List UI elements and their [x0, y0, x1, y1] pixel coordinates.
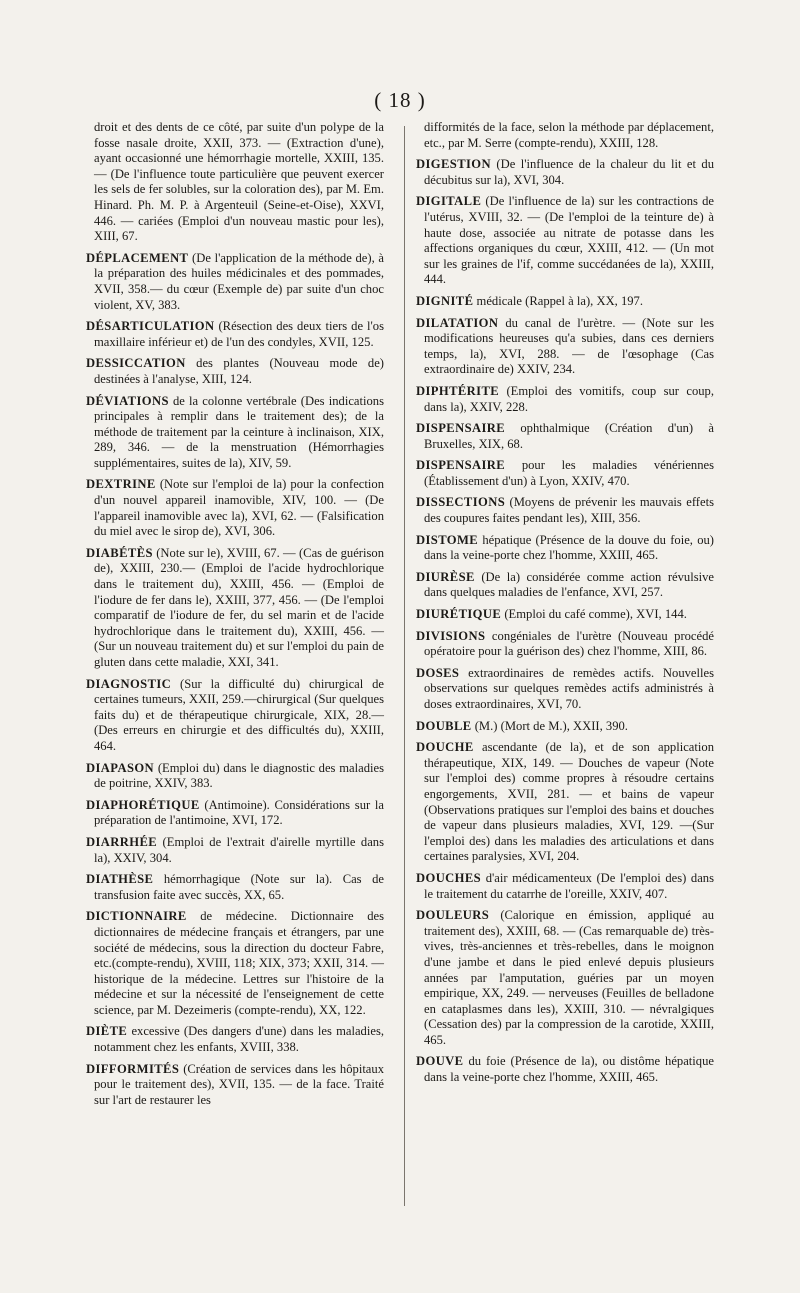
index-entry — [86, 909, 384, 1018]
entry-headword: DOSES — [416, 665, 460, 680]
entry-text: congéniales de l'urètre (Nouveau procédé opératoire pour la guérison des) chez l'homme, XIII, 86. — [424, 628, 714, 659]
entry-text: (De l'influence de la chaleur du lit et du décubitus sur la), XVI, 304. — [424, 157, 714, 187]
entry-text: pour les maladies vénériennes (Établissement d'un) à Lyon, XXIV, 470. — [424, 458, 714, 488]
index-entry — [416, 570, 714, 601]
entry-headword: DIGNITÉ — [416, 293, 474, 308]
entry-headword: DISSECTIONS — [416, 495, 506, 510]
index-entry — [416, 871, 714, 902]
entry-headword: DOUBLE — [416, 718, 472, 733]
index-entry — [86, 677, 384, 755]
entry-text: (De l'application de la méthode de), à la préparation des huiles médicinales et des pommades, XVII, 358.— du cœur (Exemple de) par suite d'un choc violent, XV, 383. — [94, 250, 384, 312]
entry-headword: DISPENSAIRE — [416, 458, 506, 473]
entry-text: médicale (Rappel à la), XX, 197. — [473, 293, 643, 308]
index-entry — [86, 1062, 384, 1109]
entry-text: du canal de l'urètre. — (Note sur les modifications heureuses qu'a subies, dans ces derniers temps, la), XVI, 288. — de l'œsophage (Cas extraordinaire de) XXIV, 234. — [424, 315, 714, 377]
entry-headword: DICTIONNAIRE — [86, 909, 187, 924]
entry-headword: DÉPLACEMENT — [86, 250, 189, 265]
entry-text: de la colonne vertébrale (Des indications principales à remplir dans le traitement des); de la méthode de traitement par la ceinture à inclinaison, XIX, 289, 346. — de la menstruation (Hémorrhagies supplémentaires, suites de la), XIV, 59. — [94, 393, 384, 470]
entry-text: du foie (Présence de la), ou distôme hépatique dans la veine-porte chez l'homme, XXIII, 465. — [424, 1054, 714, 1085]
index-entry — [416, 384, 714, 415]
entry-headword: DISTOME — [416, 532, 479, 547]
index-entry — [86, 394, 384, 472]
entry-text: (De la) considérée comme action révulsive dans quelques maladies de l'enfance, XVI, 257. — [424, 569, 714, 600]
index-entry — [416, 495, 714, 526]
entry-headword: DEXTRINE — [86, 477, 156, 492]
entry-headword: DIGESTION — [416, 157, 491, 172]
index-entry — [86, 319, 384, 350]
entry-headword: DIATHÈSE — [86, 872, 154, 887]
entry-headword: DOULEURS — [416, 908, 490, 923]
index-entry — [416, 1054, 714, 1085]
entry-text: (Résection des deux tiers de l'os maxillaire inférieur et) de l'un des condyles, XVII, 125. — [94, 319, 384, 349]
entry-text: extraordinaires de remèdes actifs. Nouvelles observations sur quelques remèdes actifs administrés à doses extraordinaires, XVI, 70. — [424, 665, 714, 711]
index-entry — [416, 421, 714, 452]
index-entry — [416, 629, 714, 660]
index-entry — [86, 251, 384, 313]
index-entry — [416, 157, 714, 188]
entry-headword: DOUCHE — [416, 740, 474, 755]
entry-headword: DIGITALE — [416, 194, 482, 209]
entry-text: hépatique (Présence de la douve du foie, ou) dans la veine-porte chez l'homme, XXIII, 465. — [424, 532, 714, 563]
entry-text: (Sur la difficulté du) chirurgical de certaines tumeurs, XXII, 259.—chirurgical (Sur quelques faits du) et de thérapeutique chirurgicale, XIX, 28.— (Des erreurs en chirurgie et des difficultés du), XXIII, 464. — [94, 676, 384, 753]
entry-headword: DISPENSAIRE — [416, 421, 506, 436]
entry-text: de médecine. Dictionnaire des dictionnaires de médecine français et étrangers, par une société de médecins, sous la direction du docteur Fabre, etc.(compte-rendu), XVIII, 118; XIX, 373; XXII, 314. — historique de la médecine. Lettres sur l'histoire de la médecine et sur la nécessité de l'enseignement de cette science, par M. Dezeimeris (compte-rendu), XX, 122. — [94, 909, 384, 1017]
entry-headword: DIAPHORÉTIQUE — [86, 797, 200, 812]
entry-text: (Emploi du) dans le diagnostic des maladies de poitrine, XXIV, 383. — [94, 760, 384, 791]
index-entry — [86, 835, 384, 866]
entry-headword: DESSICCATION — [86, 356, 186, 371]
entry-headword: DOUVE — [416, 1054, 464, 1069]
entry-headword: DOUCHES — [416, 870, 482, 885]
page-number: ( 18 ) — [374, 88, 426, 112]
entry-headword: DIARRHÉE — [86, 834, 158, 849]
entry-text: droit et des dents de ce côté, par suite d'un polype de la fosse nasale droite, XXII, 373. — (Extraction d'une), ayant occasionné une hémorrhagie mortelle, XXIII, 135. — (De l'influence toute particulière que peuvent exercer les sels de fer solubles, sur la coloration des), par M. Em. Hinard. Ph. M. P. à Argenteuil (Seine-et-Oise), XXVI, 446. — cariées (Emploi d'un nouveau mastic pour les), XIII, 67. — [94, 120, 384, 244]
entry-headword: DIABÉTÈS — [86, 545, 153, 560]
index-entry — [416, 120, 714, 151]
entry-headword: DÉSARTICULATION — [86, 319, 215, 334]
right-column — [416, 120, 714, 1092]
index-entry — [416, 316, 714, 378]
entry-headword: DIFFORMITÉS — [86, 1061, 180, 1076]
left-column — [86, 120, 384, 1114]
entry-text: difformités de la face, selon la méthode par déplacement, etc., par M. Serre (compte-rendu), XXIII, 128. — [424, 120, 714, 150]
entry-text: ascendante (de la), et de son application thérapeutique, XIX, 149. — Douches de vapeur (Note sur l'emploi des) comme propres à résoudre certains engorgements, XVII, 281. — et bains de vapeur (Observations pratiques sur l'emploi des bains et douches de vapeur dans plusieurs maladies, XVI, 129. —(Sur l'emploi des) dans les maladies des articulations et dans certaines paralysies, XVI, 204. — [424, 740, 714, 864]
entry-headword: DIURÉTIQUE — [416, 607, 502, 622]
index-entry — [86, 872, 384, 903]
index-entry — [86, 120, 384, 245]
entry-text: (Calorique en émission, appliqué au traitement des), XXIII, 68. — (Cas remarquable de) très-vives, très-anciennes et très-rebelles, dans le moignon d'une jambe et dans le pied enlevé depuis plusieurs années par l'amputation, guéries par un moyen empirique, XX, 249. — nerveuses (Feuilles de belladone en cataplasmes dans les), XXIII, 310. — névralgiques (Cessation des) par la compression de la carotide, XXIII, 465. — [424, 908, 714, 1047]
entry-text: (Antimoine). Considérations sur la préparation de l'antimoine, XVI, 172. — [94, 797, 384, 828]
entry-text: excessive (Des dangers d'une) dans les maladies, notamment chez les enfants, XVIII, 338. — [94, 1024, 384, 1055]
entry-text: (M.) (Mort de M.), XXII, 390. — [471, 718, 628, 733]
index-entry — [416, 294, 714, 310]
index-entry — [416, 533, 714, 564]
entry-headword: DIÈTE — [86, 1024, 128, 1039]
entry-text: hémorrhagique (Note sur la). Cas de transfusion faite avec succès, XX, 65. — [94, 872, 384, 902]
index-entry — [86, 356, 384, 387]
entry-text: d'air médicamenteux (De l'emploi des) dans le traitement du catarrhe de l'oreille, XXIV, 407. — [424, 870, 714, 901]
index-entry — [416, 607, 714, 623]
entry-text: (Note sur l'emploi de la) pour la confection d'un nouvel appareil inamovible, XIV, 100. — (De l'appareil inamovible avec la), XVI, 62. — (Falsification du miel avec le sirop de), XVI, 306. — [94, 477, 384, 539]
entry-headword: DIVISIONS — [416, 628, 486, 643]
index-entry — [416, 740, 714, 865]
entry-text: (De l'influence de la) sur les contractions de l'utérus, XVIII, 32. — (De l'emploi de la teinture de) à haute dose, associée au nitrate de potasse dans les affections organiques du cœur, XXIII, 412. — (Un mot sur les graines de l'if, comme succédanées de la), XXIII, 444. — [424, 194, 714, 287]
entry-text: (Création de services dans les hôpitaux pour le traitement des), XVII, 135. — de la face. Traité sur l'art de restaurer les — [94, 1061, 384, 1107]
entry-text: (Note sur le), XVIII, 67. — (Cas de guérison de), XXIII, 230.— (Emploi de l'acide hydrochlorique dans le traitement du), XXIII, 456. — (Emploi de l'iodure de fer dans le), XXIII, 377, 456. — (De l'emploi comparatif de l'iodure de fer, du sel marin et de l'acide hydrochlorique dans le traitement du), XXIII, 456. — (Sur un nouveau traitement du) et sur l'emploi du pain de gluten dans cette maladie, XXI, 341. — [94, 545, 384, 669]
entry-text: (Moyens de prévenir les mauvais effets des coupures faites pendant les), XIII, 356. — [424, 495, 714, 526]
entry-headword: DIAPASON — [86, 760, 155, 775]
entry-headword: DIURÈSE — [416, 569, 475, 584]
index-entry — [86, 1024, 384, 1055]
index-entry — [86, 546, 384, 671]
entry-headword: DIPHTÉRITE — [416, 383, 500, 398]
entry-text: (Emploi de l'extrait d'airelle myrtille dans la), XXIV, 304. — [94, 834, 384, 865]
index-entry — [416, 908, 714, 1048]
index-entry — [86, 798, 384, 829]
index-entry — [86, 477, 384, 539]
index-entry — [416, 458, 714, 489]
entry-text: (Emploi du café comme), XVI, 144. — [501, 607, 687, 622]
index-entry — [86, 761, 384, 792]
index-entry — [416, 194, 714, 288]
entry-text: (Emploi des vomitifs, coup sur coup, dans la), XXIV, 228. — [424, 383, 714, 414]
index-entry — [416, 666, 714, 713]
entry-headword: DILATATION — [416, 315, 499, 330]
entry-headword: DÉVIATIONS — [86, 393, 169, 408]
index-entry — [416, 719, 714, 735]
column-divider — [404, 126, 405, 1206]
entry-text: ophthalmique (Création d'un) à Bruxelles, XIX, 68. — [424, 421, 714, 451]
entry-text: des plantes (Nouveau mode de) destinées à l'analyse, XIII, 124. — [94, 356, 384, 386]
entry-headword: DIAGNOSTIC — [86, 676, 172, 691]
